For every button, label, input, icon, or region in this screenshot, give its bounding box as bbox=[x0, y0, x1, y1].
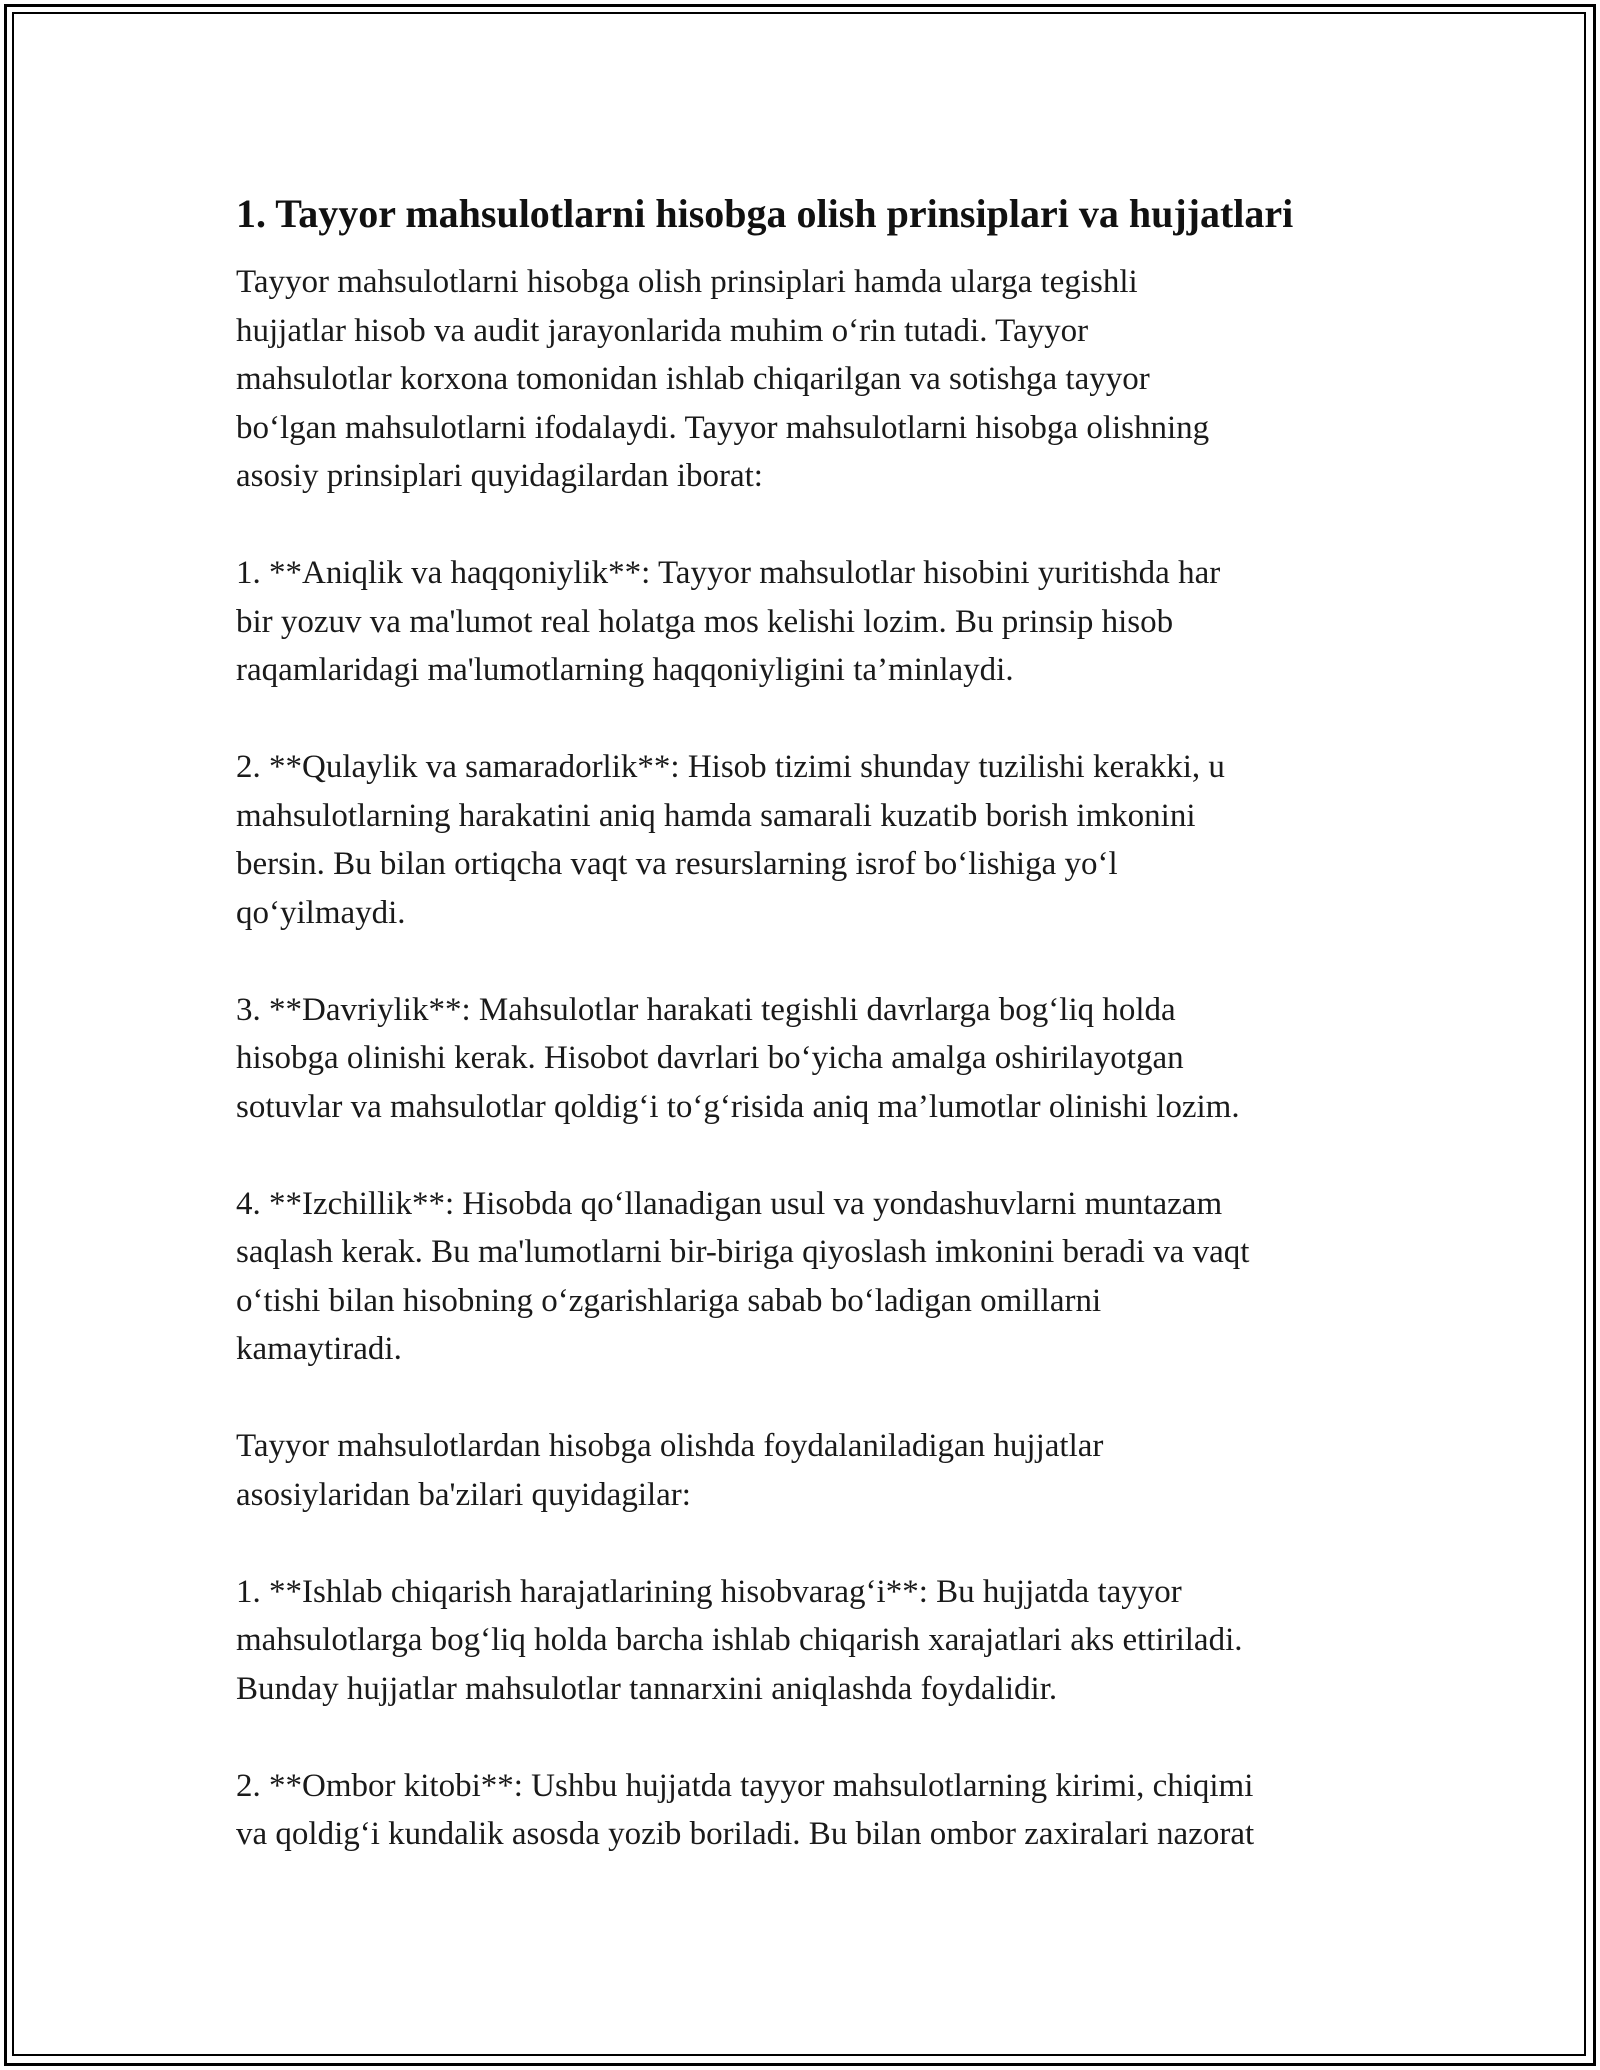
paragraph-line: bir yozuv va ma'lumot real holatga mos kelishi lozim. Bu prinsip hisob bbox=[236, 603, 1174, 640]
paragraph bbox=[236, 258, 1386, 501]
paragraph-line: raqamlaridagi ma'lumotlarning haqqoniyligini ta’minlaydi. bbox=[236, 652, 1014, 688]
paragraph-line: hujjatlar hisob va audit jarayonlarida muhim o‘rin tutadi. Tayyor bbox=[236, 312, 1089, 349]
paragraph-line: mahsulotlarga bog‘liq holda barcha ishlab chiqarish xarajatlari aks ettiriladi. bbox=[236, 1622, 1243, 1658]
paragraph-line: 2. **Qulaylik va samaradorlik**: Hisob tizimi shunday tuzilishi kerakki, u bbox=[236, 749, 1225, 785]
paragraph-line: mahsulotlarning harakatini aniq hamda samarali kuzatib borish imkonini bbox=[236, 797, 1196, 834]
paragraph-line: o‘tishi bilan hisobning o‘zgarishlariga sabab bo‘ladigan omillarni bbox=[236, 1282, 1102, 1319]
paragraph-line: 2. **Ombor kitobi**: Ushbu hujjatda tayyor mahsulotlarning kirimi, chiqimi bbox=[236, 1767, 1254, 1804]
section-heading: 1. Tayyor mahsulotlarni hisobga olish prinsiplari va hujjatlari bbox=[236, 191, 1294, 236]
paragraph-line: mahsulotlar korxona tomonidan ishlab chiqarilgan va sotishga tayyor bbox=[236, 361, 1150, 397]
paragraph-line: qo‘yilmaydi. bbox=[236, 894, 406, 931]
paragraph-line: 4. **Izchillik**: Hisobda qo‘llanadigan usul va yondashuvlarni muntazam bbox=[236, 1185, 1223, 1222]
paragraph-line: 1. **Aniqlik va haqqoniylik**: Tayyor mahsulotlar hisobini yuritishda har bbox=[236, 555, 1221, 591]
paragraph-line: asosiylaridan ba'zilari quyidagilar: bbox=[236, 1476, 691, 1513]
paragraph-line: kamaytiradi. bbox=[236, 1331, 402, 1367]
paragraph bbox=[236, 743, 1386, 937]
paragraph bbox=[236, 549, 1386, 695]
paragraph-line: Tayyor mahsulotlardan hisobga olishda foydalaniladigan hujjatlar bbox=[236, 1428, 1104, 1464]
paragraph-line: sotuvlar va mahsulotlar qoldig‘i to‘g‘risida aniq ma’lumotlar olinishi lozim. bbox=[236, 1088, 1240, 1125]
paragraph-list bbox=[236, 258, 1386, 1859]
paragraph-line: saqlash kerak. Bu ma'lumotlarni bir-biriga qiyoslash imkonini beradi va vaqt bbox=[236, 1234, 1250, 1270]
paragraph bbox=[236, 1422, 1386, 1519]
paragraph-line: asosiy prinsiplari quyidagilardan iborat: bbox=[236, 458, 763, 494]
paragraph bbox=[236, 1180, 1386, 1374]
paragraph-line: 3. **Davriylik**: Mahsulotlar harakati tegishli davrlarga bog‘liq holda bbox=[236, 991, 1176, 1028]
paragraph-line: Tayyor mahsulotlarni hisobga olish prinsiplari hamda ularga tegishli bbox=[236, 264, 1138, 300]
paragraph-line: va qoldig‘i kundalik asosda yozib boriladi. Bu bilan ombor zaxiralari nazorat bbox=[236, 1816, 1255, 1852]
paragraph-line: 1. **Ishlab chiqarish harajatlarining hisobvarag‘i**: Bu hujjatda tayyor bbox=[236, 1573, 1182, 1610]
paragraph-line: hisobga olinishi kerak. Hisobot davrlari bo‘yicha amalga oshirilayotgan bbox=[236, 1040, 1184, 1076]
paragraph bbox=[236, 1568, 1386, 1714]
paragraph-line: Bunday hujjatlar mahsulotlar tannarxini aniqlashda foydalidir. bbox=[236, 1670, 1058, 1707]
paragraph-line: bo‘lgan mahsulotlarni ifodalaydi. Tayyor mahsulotlarni hisobga olishning bbox=[236, 409, 1210, 446]
paragraph bbox=[236, 986, 1386, 1132]
document-body bbox=[236, 188, 1386, 1907]
paragraph bbox=[236, 1762, 1386, 1859]
paragraph-line: bersin. Bu bilan ortiqcha vaqt va resurslarning isrof bo‘lishiga yo‘l bbox=[236, 846, 1118, 882]
